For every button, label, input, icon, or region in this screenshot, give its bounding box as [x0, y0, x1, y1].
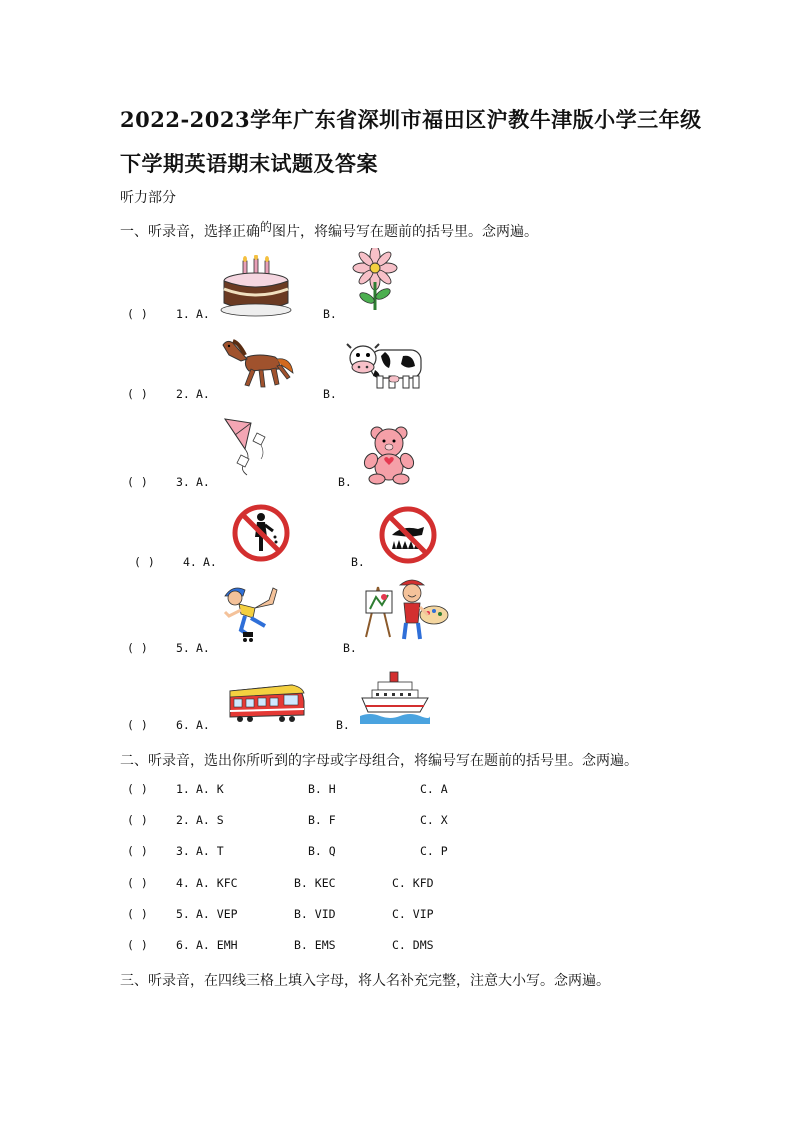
question-number: 1. [176, 307, 190, 321]
option-b-label: B. [351, 555, 365, 569]
answer-blank[interactable]: ( ) [127, 813, 148, 827]
option-b: B. Q [308, 844, 336, 858]
question-number: 3. [176, 844, 190, 858]
option-b-label: B. [336, 718, 350, 732]
answer-blank[interactable]: ( ) [127, 307, 148, 321]
teddy-bear-icon [361, 425, 417, 485]
option-b-label: B. [338, 475, 352, 489]
option-c: C. X [420, 813, 448, 827]
roller-skating-boy-icon [219, 582, 285, 646]
option-c: C. KFD [392, 876, 434, 890]
question-number: 1. [176, 782, 190, 796]
document-title-line2: 下学期英语期末试题及答案 [120, 151, 378, 176]
option-c: C. VIP [392, 907, 434, 921]
option-a: A. EMH [196, 938, 238, 952]
train-icon [226, 679, 308, 725]
question-number: 5. [176, 907, 190, 921]
question-number: 2. [176, 813, 190, 827]
question-number: 2. [176, 387, 190, 401]
section3-instruction: 三、听录音，在四线三格上填入字母，将人名补充完整，注意大小写。念两遍。 [120, 973, 610, 989]
no-picking-flowers-sign-icon [378, 505, 438, 565]
option-b: B. F [308, 813, 336, 827]
option-b-label: B. [323, 307, 337, 321]
option-c: C. A [420, 782, 448, 796]
option-b: B. KEC [294, 876, 336, 890]
option-a-label: A. [196, 641, 210, 655]
horse-icon [219, 333, 297, 393]
option-a: A. T [196, 844, 224, 858]
answer-blank[interactable]: ( ) [127, 844, 148, 858]
question-number: 4. [183, 555, 197, 569]
option-b: B. EMS [294, 938, 336, 952]
question-number: 4. [176, 876, 190, 890]
kite-icon [221, 415, 277, 477]
option-a: A. VEP [196, 907, 238, 921]
no-littering-sign-icon [231, 503, 291, 563]
answer-blank[interactable]: ( ) [127, 641, 148, 655]
section1-instruction: 一、听录音，选择正确的图片，将编号写在题前的括号里。念两遍。 [120, 220, 539, 240]
option-a-label: A. [196, 307, 210, 321]
option-a: A. KFC [196, 876, 238, 890]
painting-boy-icon [360, 575, 452, 645]
answer-blank[interactable]: ( ) [127, 876, 148, 890]
option-a-label: A. [196, 475, 210, 489]
answer-blank[interactable]: ( ) [134, 555, 155, 569]
option-c: C. P [420, 844, 448, 858]
option-a-label: A. [203, 555, 217, 569]
option-c: C. DMS [392, 938, 434, 952]
question-number: 5. [176, 641, 190, 655]
option-a-label: A. [196, 718, 210, 732]
option-b-label: B. [323, 387, 337, 401]
ship-icon [360, 668, 430, 724]
answer-blank[interactable]: ( ) [127, 475, 148, 489]
answer-blank[interactable]: ( ) [127, 387, 148, 401]
cow-icon [345, 336, 427, 392]
option-a: A. S [196, 813, 224, 827]
birthday-cake-icon [219, 255, 294, 320]
option-b: B. H [308, 782, 336, 796]
answer-blank[interactable]: ( ) [127, 782, 148, 796]
question-number: 6. [176, 718, 190, 732]
option-a: A. K [196, 782, 224, 796]
answer-blank[interactable]: ( ) [127, 938, 148, 952]
option-b-label: B. [343, 641, 357, 655]
section-label-listening: 听力部分 [120, 190, 176, 206]
flower-icon [352, 248, 398, 314]
answer-blank[interactable]: ( ) [127, 907, 148, 921]
document-title-line1: 2022-2023学年广东省深圳市福田区沪教牛津版小学三年级 [120, 107, 702, 132]
section2-instruction: 二、听录音，选出你所听到的字母或字母组合，将编号写在题前的括号里。念两遍。 [120, 753, 638, 769]
answer-blank[interactable]: ( ) [127, 718, 148, 732]
question-number: 3. [176, 475, 190, 489]
question-number: 6. [176, 938, 190, 952]
option-b: B. VID [294, 907, 336, 921]
option-a-label: A. [196, 387, 210, 401]
